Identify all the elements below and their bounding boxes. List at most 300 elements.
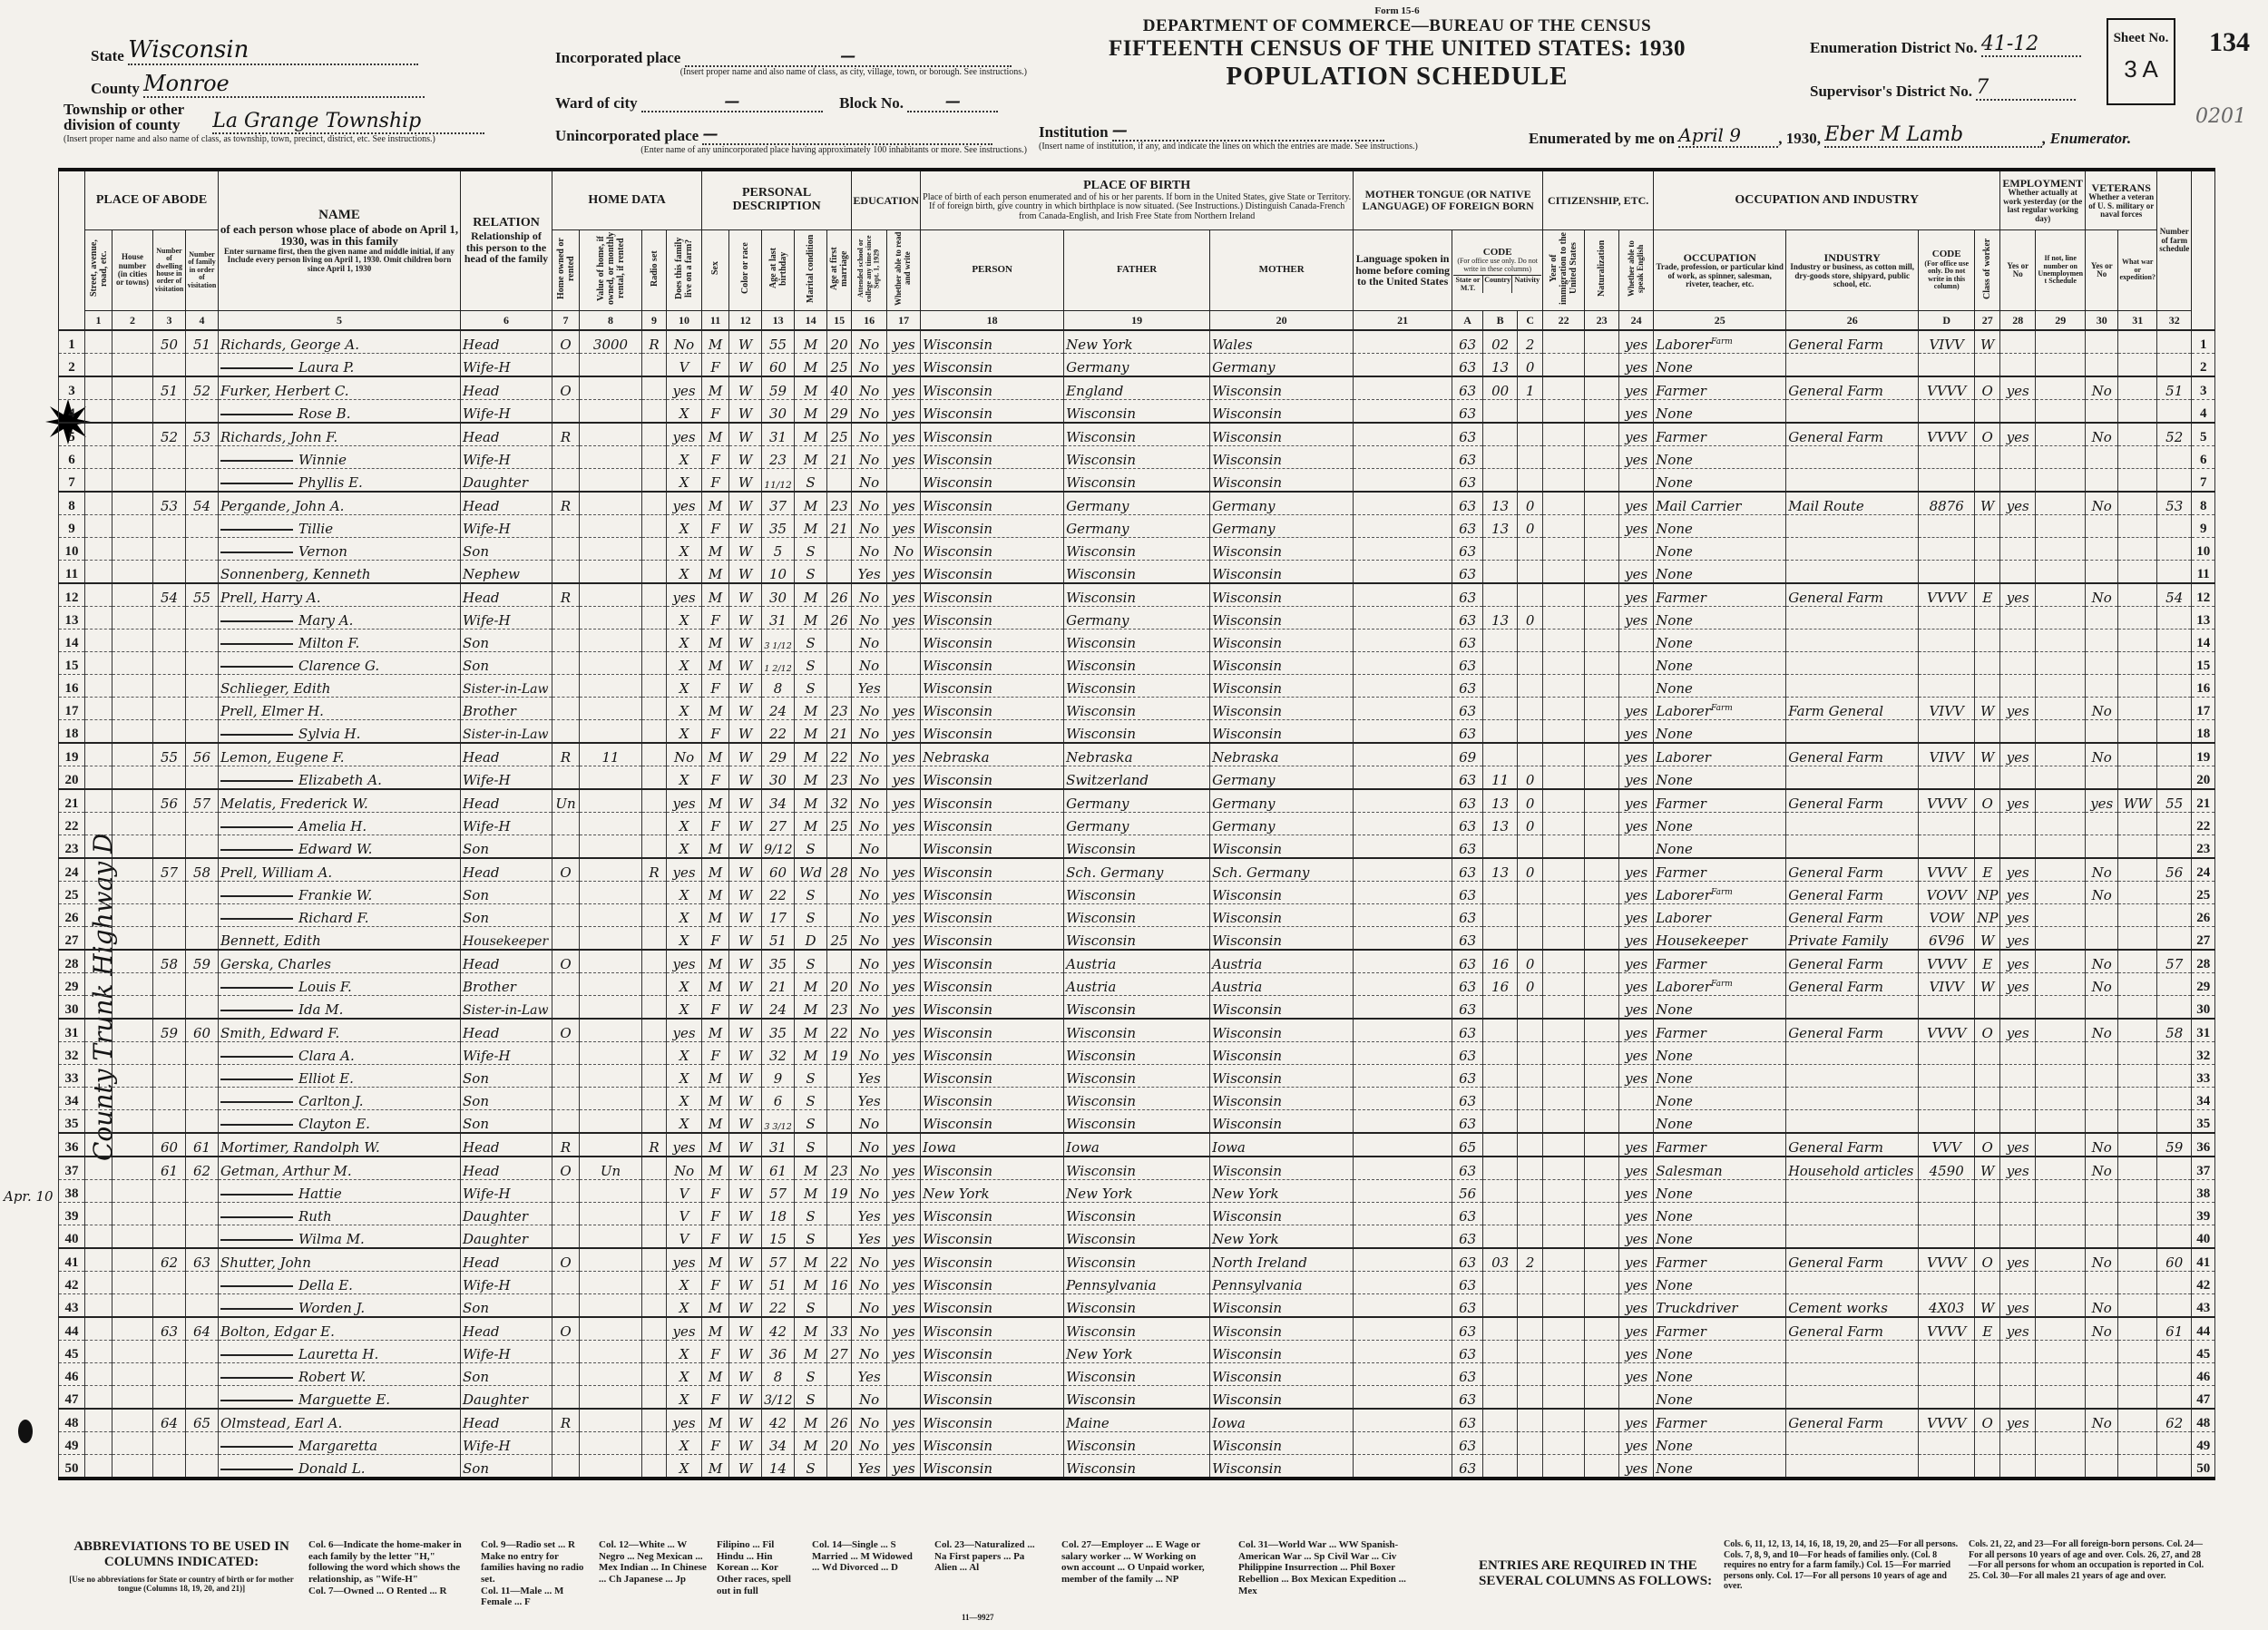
occupation-cell bbox=[1654, 882, 1786, 904]
age-first-marriage-cell: 26 bbox=[827, 607, 852, 630]
street-cell bbox=[85, 766, 112, 790]
person-name-cell bbox=[219, 354, 461, 377]
house-number-cell bbox=[112, 1042, 153, 1065]
farm-schedule-cell: 55 bbox=[2157, 789, 2192, 813]
industry-cell bbox=[1786, 675, 1919, 698]
read-write-cell: yes bbox=[887, 743, 921, 766]
house-number-cell bbox=[112, 330, 153, 354]
at-work-cell bbox=[2000, 354, 2036, 377]
home-owned-cell bbox=[552, 1386, 580, 1410]
person-name-cell bbox=[219, 813, 461, 835]
farm-schedule-cell bbox=[2157, 1386, 2192, 1410]
industry-cell bbox=[1786, 1088, 1919, 1110]
code-b-cell: 11 bbox=[1483, 766, 1518, 790]
father-birthplace-cell: Wisconsin bbox=[1064, 698, 1210, 720]
state-value: Wisconsin bbox=[128, 36, 418, 65]
occupation-code-cell bbox=[1919, 996, 1975, 1020]
war-cell bbox=[2118, 1203, 2157, 1225]
speak-english-cell: yes bbox=[1619, 766, 1654, 790]
relation-cell: Son bbox=[461, 1455, 552, 1479]
relation-cell: Nephew bbox=[461, 561, 552, 584]
code-b-cell bbox=[1483, 446, 1518, 469]
home-owned-cell bbox=[552, 927, 580, 951]
age-first-marriage-cell bbox=[827, 675, 852, 698]
code-a-cell: 63 bbox=[1452, 354, 1483, 377]
sex-cell: M bbox=[702, 330, 729, 354]
dwelling-number-cell bbox=[153, 1432, 186, 1455]
immigration-cell bbox=[1543, 1203, 1585, 1225]
code-b-cell bbox=[1483, 743, 1518, 766]
institution-field: Institution — (Insert name of institution, if any, and indicate the lines on which the entries are made. See instructions.) bbox=[1039, 122, 1418, 151]
veteran-cell: No bbox=[2086, 492, 2118, 515]
home-owned-cell bbox=[552, 1432, 580, 1455]
relation-cell: Brother bbox=[461, 698, 552, 720]
immigration-cell bbox=[1543, 698, 1585, 720]
occupation-code-cell bbox=[1919, 607, 1975, 630]
occupation-cell: None bbox=[1654, 1386, 1786, 1410]
dwelling-number-cell bbox=[153, 675, 186, 698]
birthplace-cell: Wisconsin bbox=[921, 858, 1064, 882]
sex-cell: F bbox=[702, 927, 729, 951]
class-of-worker-cell bbox=[1975, 652, 2000, 675]
mother-birthplace-cell: Wisconsin bbox=[1210, 561, 1354, 584]
code-b-cell: 16 bbox=[1483, 973, 1518, 996]
street-cell bbox=[85, 652, 112, 675]
language-cell bbox=[1354, 1042, 1452, 1065]
unemployment-line-cell bbox=[2036, 630, 2086, 652]
code-c-cell bbox=[1518, 1180, 1543, 1203]
street-cell bbox=[85, 882, 112, 904]
farm-cell: yes bbox=[667, 858, 702, 882]
farm-cell: V bbox=[667, 354, 702, 377]
occupation-code-cell bbox=[1919, 1065, 1975, 1088]
relation-cell: Head bbox=[461, 492, 552, 515]
radio-cell bbox=[642, 1409, 667, 1432]
language-cell bbox=[1354, 835, 1452, 859]
father-birthplace-cell: Wisconsin bbox=[1064, 400, 1210, 424]
war-cell bbox=[2118, 492, 2157, 515]
line-number: 10 bbox=[2192, 538, 2215, 561]
immigration-cell bbox=[1543, 835, 1585, 859]
birthplace-cell: Wisconsin bbox=[921, 1455, 1064, 1479]
farm-schedule-cell bbox=[2157, 1363, 2192, 1386]
line-col-header bbox=[59, 170, 85, 330]
race-cell: W bbox=[729, 1065, 762, 1088]
occupation-cell: None bbox=[1654, 1110, 1786, 1134]
immigration-cell bbox=[1543, 1088, 1585, 1110]
speak-english-cell: yes bbox=[1619, 561, 1654, 584]
line-number: 2 bbox=[59, 354, 85, 377]
radio-cell bbox=[642, 1019, 667, 1042]
language-cell bbox=[1354, 1409, 1452, 1432]
farm-schedule-cell bbox=[2157, 1203, 2192, 1225]
code-b-cell: 13 bbox=[1483, 607, 1518, 630]
unemployment-line-cell bbox=[2036, 1180, 2086, 1203]
marital-cell: S bbox=[795, 904, 827, 927]
family-number-cell: 53 bbox=[186, 423, 219, 446]
enumerator-name: Eber M Lamb bbox=[1824, 123, 2042, 148]
home-value-cell bbox=[580, 1065, 642, 1088]
mother-birthplace-cell: Wisconsin bbox=[1210, 1341, 1354, 1363]
industry-cell bbox=[1786, 1042, 1919, 1065]
sex-cell: F bbox=[702, 675, 729, 698]
at-work-cell bbox=[2000, 400, 2036, 424]
line-number: 29 bbox=[59, 973, 85, 996]
read-write-cell: yes bbox=[887, 720, 921, 744]
industry-cell: General Farm bbox=[1786, 858, 1919, 882]
marital-cell: S bbox=[795, 1363, 827, 1386]
house-number-cell bbox=[112, 882, 153, 904]
radio-cell bbox=[642, 630, 667, 652]
language-cell bbox=[1354, 1248, 1452, 1272]
veteran-cell bbox=[2086, 469, 2118, 493]
column-number: 30 bbox=[2086, 311, 2118, 331]
marital-cell: D bbox=[795, 927, 827, 951]
class-of-worker-cell bbox=[1975, 1225, 2000, 1249]
line-number: 41 bbox=[2192, 1248, 2215, 1272]
war-cell bbox=[2118, 1019, 2157, 1042]
war-cell bbox=[2118, 1065, 2157, 1088]
column-number: 14 bbox=[795, 311, 827, 331]
war-cell bbox=[2118, 1225, 2157, 1249]
county-value: Monroe bbox=[143, 71, 425, 98]
line-number: 32 bbox=[2192, 1042, 2215, 1065]
marital-cell: M bbox=[795, 583, 827, 607]
read-write-cell: yes bbox=[887, 950, 921, 973]
farm-schedule-cell: 58 bbox=[2157, 1019, 2192, 1042]
family-number-cell bbox=[186, 446, 219, 469]
occupation-cell: None bbox=[1654, 835, 1786, 859]
code-a-cell: 63 bbox=[1452, 1409, 1483, 1432]
at-work-cell: yes bbox=[2000, 789, 2036, 813]
house-number-cell bbox=[112, 1409, 153, 1432]
code-b-cell bbox=[1483, 1272, 1518, 1294]
father-birthplace-cell: Austria bbox=[1064, 973, 1210, 996]
naturalization-cell bbox=[1585, 904, 1619, 927]
war-cell: WW bbox=[2118, 789, 2157, 813]
home-value-cell bbox=[580, 607, 642, 630]
code-c-cell: 0 bbox=[1518, 973, 1543, 996]
relation-col-header: RELATION Relationship of this person to the head of the family bbox=[461, 170, 552, 311]
home-owned-cell bbox=[552, 1042, 580, 1065]
race-cell: W bbox=[729, 469, 762, 493]
code-a-cell: 63 bbox=[1452, 1363, 1483, 1386]
form-title-block: Form 15-6 DEPARTMENT OF COMMERCE—BUREAU OF THE CENSUS FIFTEENTH CENSUS OF THE UNITED STATES: 1930 POPULATION SCHEDULE bbox=[1080, 5, 1715, 92]
mother-birthplace-cell: North Ireland bbox=[1210, 1248, 1354, 1272]
mother-birthplace-cell: Germany bbox=[1210, 515, 1354, 538]
sex-cell: M bbox=[702, 1409, 729, 1432]
occupation-cell bbox=[1654, 330, 1786, 354]
marital-cell: M bbox=[795, 813, 827, 835]
age-first-marriage-cell: 23 bbox=[827, 766, 852, 790]
person-name-cell: Prell, Elmer H. bbox=[219, 698, 461, 720]
line-number: 49 bbox=[2192, 1432, 2215, 1455]
naturalization-cell bbox=[1585, 927, 1619, 951]
language-cell bbox=[1354, 1157, 1452, 1180]
class-of-worker-cell bbox=[1975, 1203, 2000, 1225]
column-number: 4 bbox=[186, 311, 219, 331]
family-number-cell bbox=[186, 1272, 219, 1294]
occupation-cell: None bbox=[1654, 400, 1786, 424]
unemployment-line-cell bbox=[2036, 400, 2086, 424]
code-a-cell: 63 bbox=[1452, 1317, 1483, 1341]
relation-cell: Son bbox=[461, 1294, 552, 1318]
occupation-code-cell: VIVV bbox=[1919, 698, 1975, 720]
race-cell: W bbox=[729, 561, 762, 584]
street-cell bbox=[85, 492, 112, 515]
class-of-worker-cell: O bbox=[1975, 1019, 2000, 1042]
mother-birthplace-cell: Austria bbox=[1210, 973, 1354, 996]
sex-cell: F bbox=[702, 813, 729, 835]
read-write-cell: yes bbox=[887, 1409, 921, 1432]
schedule-title: POPULATION SCHEDULE bbox=[1226, 62, 1569, 91]
family-number-cell: 52 bbox=[186, 376, 219, 400]
radio-cell bbox=[642, 789, 667, 813]
given-name: Tillie bbox=[298, 521, 334, 537]
class-of-worker-cell bbox=[1975, 1272, 2000, 1294]
given-name: Elliot E. bbox=[298, 1070, 354, 1087]
table-row bbox=[59, 766, 2215, 790]
read-write-cell: yes bbox=[887, 996, 921, 1020]
home-value-cell bbox=[580, 1180, 642, 1203]
war-cell bbox=[2118, 927, 2157, 951]
race-cell: W bbox=[729, 927, 762, 951]
person-name-cell: Olmstead, Earl A. bbox=[219, 1409, 461, 1432]
relation-cell: Head bbox=[461, 376, 552, 400]
school-cell: No bbox=[852, 1341, 887, 1363]
mother-birthplace-cell: Wisconsin bbox=[1210, 1157, 1354, 1180]
race-cell: W bbox=[729, 789, 762, 813]
race-cell: W bbox=[729, 1042, 762, 1065]
line-number: 24 bbox=[59, 858, 85, 882]
farm-schedule-cell bbox=[2157, 1042, 2192, 1065]
veteran-cell bbox=[2086, 1042, 2118, 1065]
code-a-cell: 69 bbox=[1452, 743, 1483, 766]
farm-cell: yes bbox=[667, 376, 702, 400]
age-cell: 18 bbox=[762, 1203, 795, 1225]
mother-birthplace-cell: Germany bbox=[1210, 492, 1354, 515]
table-row bbox=[59, 904, 2215, 927]
language-cell bbox=[1354, 652, 1452, 675]
speak-english-cell: yes bbox=[1619, 882, 1654, 904]
industry-cell: General Farm bbox=[1786, 330, 1919, 354]
code-c-cell bbox=[1518, 1088, 1543, 1110]
home-value-cell bbox=[580, 789, 642, 813]
farm-cell: X bbox=[667, 515, 702, 538]
family-number-cell bbox=[186, 720, 219, 744]
naturalization-cell bbox=[1585, 446, 1619, 469]
line-number: 44 bbox=[59, 1317, 85, 1341]
person-name-cell bbox=[219, 1088, 461, 1110]
age-first-marriage-cell: 22 bbox=[827, 1248, 852, 1272]
read-write-cell: yes bbox=[887, 1294, 921, 1318]
speak-english-cell: yes bbox=[1619, 1225, 1654, 1249]
age-cell: 42 bbox=[762, 1409, 795, 1432]
mother-birthplace-cell: Wisconsin bbox=[1210, 1065, 1354, 1088]
marital-cell: S bbox=[795, 630, 827, 652]
mother-birthplace-cell: Wisconsin bbox=[1210, 1317, 1354, 1341]
farm-schedule-cell bbox=[2157, 354, 2192, 377]
code-b-cell bbox=[1483, 1225, 1518, 1249]
read-write-cell: yes bbox=[887, 1133, 921, 1157]
age-cell: 34 bbox=[762, 789, 795, 813]
veteran-cell bbox=[2086, 1065, 2118, 1088]
race-cell: W bbox=[729, 1317, 762, 1341]
naturalization-cell bbox=[1585, 330, 1619, 354]
father-birthplace-cell: Wisconsin bbox=[1064, 996, 1210, 1020]
language-cell bbox=[1354, 630, 1452, 652]
war-cell bbox=[2118, 423, 2157, 446]
column-number: 25 bbox=[1654, 311, 1786, 331]
dwelling-number-cell: 58 bbox=[153, 950, 186, 973]
code-c-cell bbox=[1518, 561, 1543, 584]
veteran-cell bbox=[2086, 630, 2118, 652]
line-number: 34 bbox=[2192, 1088, 2215, 1110]
street-cell bbox=[85, 1203, 112, 1225]
veteran-cell: No bbox=[2086, 1157, 2118, 1180]
home-value-cell bbox=[580, 583, 642, 607]
radio-cell bbox=[642, 1317, 667, 1341]
occupation-cell: Truckdriver bbox=[1654, 1294, 1786, 1318]
age-first-marriage-cell: 20 bbox=[827, 1432, 852, 1455]
code-a-cell: 63 bbox=[1452, 813, 1483, 835]
marital-cell: M bbox=[795, 698, 827, 720]
street-cell bbox=[85, 904, 112, 927]
family-number-cell bbox=[186, 1386, 219, 1410]
sex-cell: F bbox=[702, 469, 729, 493]
war-cell bbox=[2118, 400, 2157, 424]
war-cell bbox=[2118, 538, 2157, 561]
industry-cell: General Farm bbox=[1786, 1317, 1919, 1341]
occupation-note: Farm bbox=[1710, 980, 1733, 989]
immigration-cell bbox=[1543, 446, 1585, 469]
relation-cell: Son bbox=[461, 1088, 552, 1110]
line-number: 31 bbox=[59, 1019, 85, 1042]
immigration-cell bbox=[1543, 1042, 1585, 1065]
naturalization-cell bbox=[1585, 583, 1619, 607]
home-owned-cell bbox=[552, 400, 580, 424]
home-value-cell bbox=[580, 1248, 642, 1272]
farm-cell: yes bbox=[667, 1133, 702, 1157]
person-name-cell bbox=[219, 1065, 461, 1088]
farm-schedule-cell bbox=[2157, 927, 2192, 951]
birthplace-cell: Nebraska bbox=[921, 743, 1064, 766]
father-birthplace-cell: Germany bbox=[1064, 354, 1210, 377]
table-row bbox=[59, 400, 2215, 424]
dwelling-number-cell bbox=[153, 561, 186, 584]
language-cell bbox=[1354, 1272, 1452, 1294]
code-b-cell bbox=[1483, 1110, 1518, 1134]
veteran-cell: No bbox=[2086, 423, 2118, 446]
marital-cell: S bbox=[795, 1203, 827, 1225]
age-cell: 37 bbox=[762, 492, 795, 515]
person-name-cell bbox=[219, 446, 461, 469]
table-row bbox=[59, 1019, 2215, 1042]
war-cell bbox=[2118, 607, 2157, 630]
immigration-cell bbox=[1543, 996, 1585, 1020]
radio-cell bbox=[642, 492, 667, 515]
read-write-cell: yes bbox=[887, 1019, 921, 1042]
code-c-cell: 0 bbox=[1518, 813, 1543, 835]
immigration-cell bbox=[1543, 675, 1585, 698]
age-first-marriage-cell bbox=[827, 1110, 852, 1134]
birthplace-cell: Wisconsin bbox=[921, 492, 1064, 515]
unemployment-line-cell bbox=[2036, 1409, 2086, 1432]
line-number: 22 bbox=[59, 813, 85, 835]
read-write-cell: yes bbox=[887, 1042, 921, 1065]
relation-cell: Daughter bbox=[461, 1203, 552, 1225]
radio-cell bbox=[642, 904, 667, 927]
farm-schedule-cell bbox=[2157, 538, 2192, 561]
class-of-worker-cell: E bbox=[1975, 1317, 2000, 1341]
person-name-cell: Lemon, Eugene F. bbox=[219, 743, 461, 766]
home-owned-cell: R bbox=[552, 743, 580, 766]
line-number: 35 bbox=[59, 1110, 85, 1134]
family-number-cell bbox=[186, 630, 219, 652]
table-row bbox=[59, 835, 2215, 859]
birthplace-cell: Wisconsin bbox=[921, 1248, 1064, 1272]
naturalization-cell bbox=[1585, 835, 1619, 859]
race-cell: W bbox=[729, 743, 762, 766]
school-cell: No bbox=[852, 630, 887, 652]
school-cell: No bbox=[852, 1019, 887, 1042]
age-first-marriage-cell: 23 bbox=[827, 698, 852, 720]
age-cell: 9 bbox=[762, 1065, 795, 1088]
family-number-cell bbox=[186, 766, 219, 790]
person-name-cell: Bolton, Edgar E. bbox=[219, 1317, 461, 1341]
age-first-marriage-cell bbox=[827, 950, 852, 973]
table-row bbox=[59, 1180, 2215, 1203]
house-number-cell bbox=[112, 1294, 153, 1318]
code-a-cell: 63 bbox=[1452, 652, 1483, 675]
age-cell: 57 bbox=[762, 1180, 795, 1203]
farm-cell: X bbox=[667, 607, 702, 630]
house-number-cell bbox=[112, 376, 153, 400]
race-cell: W bbox=[729, 1133, 762, 1157]
home-value-cell bbox=[580, 1110, 642, 1134]
home-value-cell bbox=[580, 652, 642, 675]
radio-cell bbox=[642, 1248, 667, 1272]
speak-english-cell: yes bbox=[1619, 1317, 1654, 1341]
age-first-marriage-cell: 22 bbox=[827, 743, 852, 766]
dwelling-number-cell bbox=[153, 1203, 186, 1225]
industry-cell bbox=[1786, 720, 1919, 744]
marital-cell: S bbox=[795, 538, 827, 561]
line-number: 39 bbox=[59, 1203, 85, 1225]
race-cell: W bbox=[729, 652, 762, 675]
sex-cell: M bbox=[702, 858, 729, 882]
veteran-cell: No bbox=[2086, 1317, 2118, 1341]
dwelling-number-cell bbox=[153, 538, 186, 561]
sex-cell: F bbox=[702, 446, 729, 469]
home-value-cell bbox=[580, 1133, 642, 1157]
code-b-cell: 03 bbox=[1483, 1248, 1518, 1272]
speak-english-cell: yes bbox=[1619, 1455, 1654, 1479]
occupation-code-cell bbox=[1919, 766, 1975, 790]
occupation-cell: None bbox=[1654, 1203, 1786, 1225]
sex-cell: M bbox=[702, 538, 729, 561]
war-cell bbox=[2118, 973, 2157, 996]
code-b-cell bbox=[1483, 469, 1518, 493]
home-value-cell bbox=[580, 492, 642, 515]
house-number-cell bbox=[112, 1317, 153, 1341]
naturalization-cell bbox=[1585, 652, 1619, 675]
relation-cell: Son bbox=[461, 904, 552, 927]
age-cell: 3 1/12 bbox=[762, 630, 795, 652]
person-name-cell: Smith, Edward F. bbox=[219, 1019, 461, 1042]
family-number-cell bbox=[186, 652, 219, 675]
code-a-cell: 65 bbox=[1452, 1133, 1483, 1157]
